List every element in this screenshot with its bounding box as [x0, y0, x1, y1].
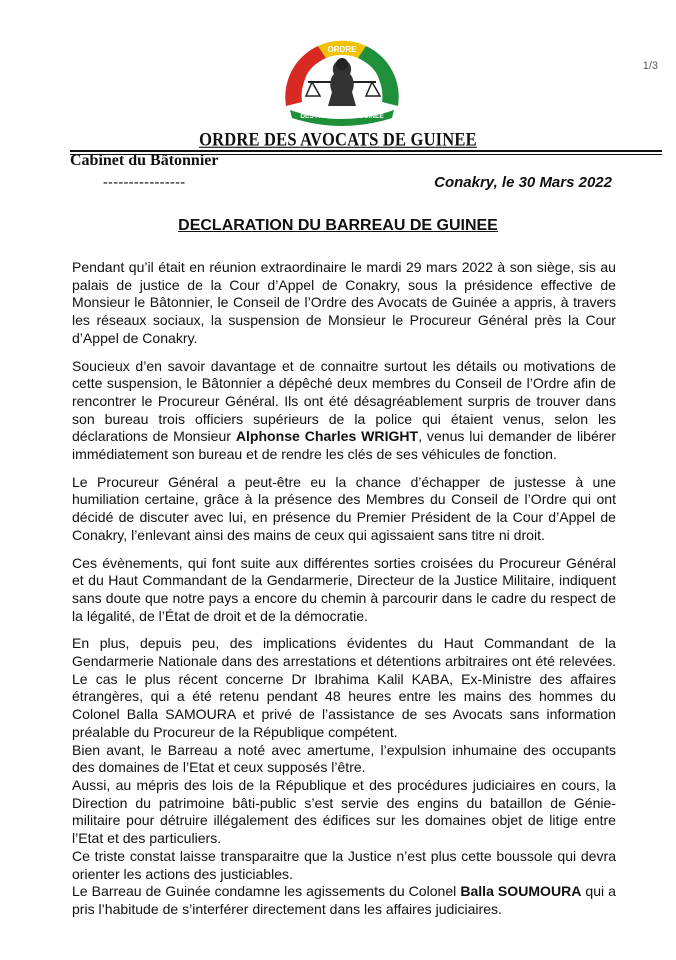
paragraph-8: Ce triste constat laisse transparaitre que la Justice n’est plus cette boussole qui devra orienter les actions des justiciables.	[72, 847, 616, 882]
organization-title: ORDRE DES AVOCATS DE GUINEE	[199, 128, 477, 151]
paragraph-1: Pendant qu’il était en réunion extraordinaire le mardi 29 mars 2022 à son siège, sis au palais de justice de la Cour d’Appel de Conakry, sous la présidence effective de Monsieur le Bâtonnier, le Conseil de l’Ordre des Avocats de Guinée a appris, à travers les réseaux sociaux, la suspension de Monsieur le Procureur Général près la Cour d’Appel de Conakry.	[72, 259, 616, 346]
bold-name-wright: Alphonse Charles WRIGHT	[235, 428, 419, 445]
reference-dashes: ----------------	[103, 175, 186, 190]
cabinet-label: Cabinet du Bâtonnier	[70, 152, 219, 169]
paragraph-9: Le Barreau de Guinée condamne les agissements du Colonel Balla SOUMOURA qui a pris l’habitude de s’interférer directement dans les affaires judiciaires.	[72, 883, 616, 917]
bar-association-logo	[268, 30, 416, 128]
paragraph-6: Bien avant, le Barreau a noté avec amertume, l’expulsion inhumaine des occupants des domaines de l’Etat et ceux supposés l’être.	[72, 741, 616, 776]
paragraph-7: Aussi, au mépris des lois de la République et des procédures judiciaires en cours, la Direction du patrimoine bâti-public s’est servie des engins du bataillon de Génie-militaire pour détruire illégalement des édifices sur les domaines objet de litige entre l’Etat et des particuliers.	[72, 776, 616, 847]
dateline: Conakry, le 30 Mars 2022	[434, 174, 612, 191]
bold-name-soumoura: Balla SOUMOURA	[460, 883, 582, 900]
paragraph-3: Le Procureur Général a peut-être eu la chance d’échapper de justesse à une humiliation certaine, grâce à la présence des Membres du Conseil de l’Ordre qui ont décidé de discuter avec lui, en présence du Premier Président de la Cour d’Appel de Conakry, l’enlevant ainsi des mains de ceux qui agissaient sans titre ni droit.	[72, 473, 616, 543]
declaration-title: DECLARATION DU BARREAU DE GUINEE	[178, 217, 498, 234]
page-counter: 1/3	[642, 60, 658, 72]
declaration-body	[72, 259, 616, 919]
paragraph-4: Ces évènements, qui font suite aux différentes sorties croisées du Procureur Général et du Haut Commandant de la Gendarmerie, Directeur de la Justice Militaire, indiquent sans doute que notre pays a encore du chemin à parcourir dans le cadre du respect de la légalité, de l’État de droit et de la démocratie.	[72, 554, 616, 624]
logo-top-text: ORDRE	[327, 45, 357, 54]
paragraph-2: Soucieux d’en savoir davantage et de connaitre surtout les détails ou motivations de cette suspension, le Bâtonnier a dépêché deux membres du Conseil de l’Ordre afin de rencontrer le Procureur Général. Ils ont été désagréablement surpris de trouver dans son bureau trois officiers supérieurs de la police qui étaient venus, selon les déclarations de Monsieur Alphonse Charles WRIGHT, venus lui demander de libérer immédiatement son bureau et de rendre les clés de ses véhicules de fonction.	[72, 357, 616, 463]
paragraph-5: En plus, depuis peu, des implications évidentes du Haut Commandant de la Gendarmerie Nationale dans des arrestations et détentions arbitraires ont été relevées. Le cas le plus récent concerne Dr Ibrahima Kalil KABA, Ex-Ministre des affaires étrangères, qui a été retenu pendant 48 heures entre les mains des hommes du Colonel Balla SAMOURA et privé de l’assistance de ses Avocats sans information préalable du Procureur de la République compétent.	[72, 635, 616, 740]
logo-bottom-text: DES AVOCATS DE GUINEE	[300, 113, 384, 120]
